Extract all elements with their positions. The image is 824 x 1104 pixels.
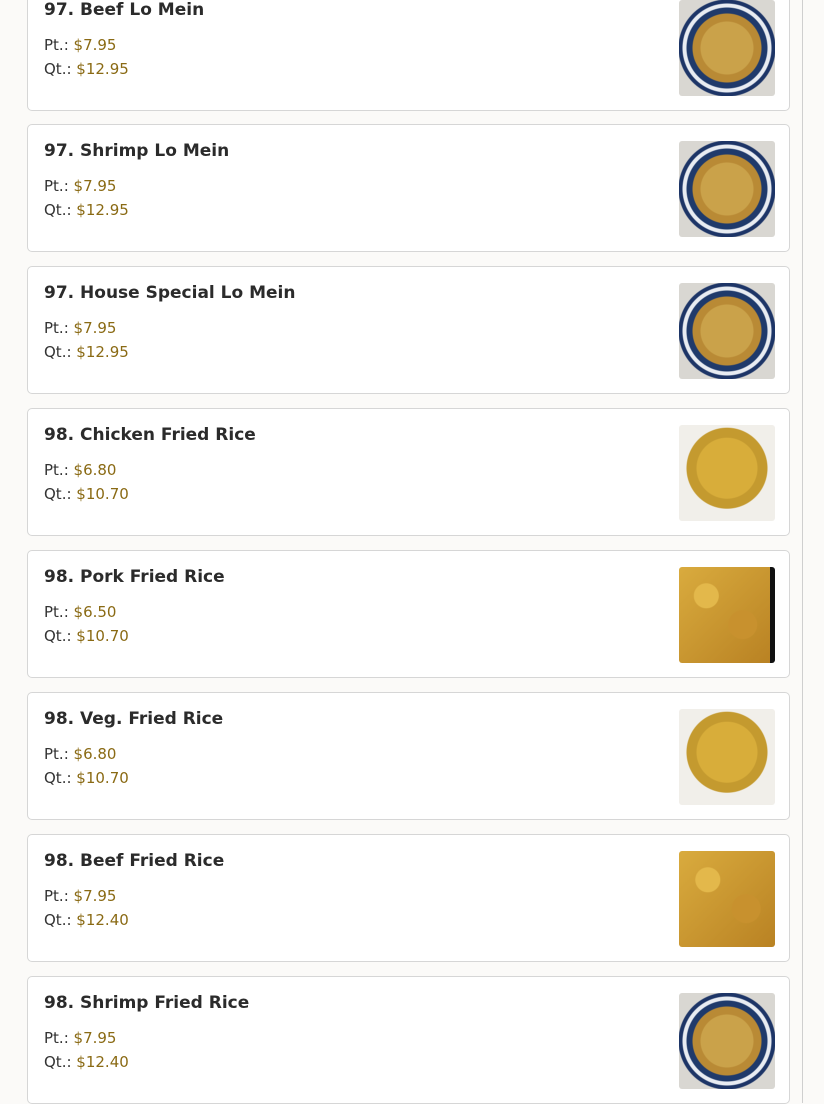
menu-item-photo[interactable] [679,567,775,663]
menu-item-card[interactable] [27,266,790,394]
quart-price: Qt.: $10.70 [44,627,129,645]
quart-price: Qt.: $10.70 [44,485,129,503]
menu-item-card[interactable] [27,550,790,678]
pint-price: Pt.: $7.95 [44,887,117,905]
menu-item-photo[interactable] [679,141,775,237]
menu-item-card[interactable] [27,692,790,820]
quart-price: Qt.: $12.40 [44,911,129,929]
menu-item-name: 98. Veg. Fried Rice [44,709,224,729]
quart-price: Qt.: $10.70 [44,769,129,787]
menu-item-name: 98. Chicken Fried Rice [44,425,256,445]
menu-item-name: 97. Shrimp Lo Mein [44,141,230,161]
pint-price: Pt.: $6.50 [44,603,117,621]
menu-item-card[interactable] [27,408,790,536]
menu-item-photo[interactable] [679,425,775,521]
menu-item-photo[interactable] [679,0,775,96]
menu-item-photo[interactable] [679,993,775,1089]
quart-price: Qt.: $12.95 [44,343,129,361]
menu-item-photo[interactable] [679,283,775,379]
pint-price: Pt.: $7.95 [44,177,117,195]
pint-price: Pt.: $6.80 [44,461,117,479]
menu-item-card[interactable] [27,834,790,962]
menu-item-card[interactable] [27,0,790,111]
pint-price: Pt.: $6.80 [44,745,117,763]
quart-price: Qt.: $12.95 [44,201,129,219]
menu-item-name: 97. House Special Lo Mein [44,283,296,303]
pint-price: Pt.: $7.95 [44,319,117,337]
menu-item-card[interactable] [27,124,790,252]
menu-item-name: 97. Beef Lo Mein [44,0,205,20]
menu-item-name: 98. Pork Fried Rice [44,567,225,587]
quart-price: Qt.: $12.40 [44,1053,129,1071]
quart-price: Qt.: $12.95 [44,60,129,78]
pint-price: Pt.: $7.95 [44,36,117,54]
menu-item-photo[interactable] [679,709,775,805]
scrollbar-track[interactable] [802,0,803,1103]
menu-item-name: 98. Beef Fried Rice [44,851,225,871]
menu-item-name: 98. Shrimp Fried Rice [44,993,250,1013]
pint-price: Pt.: $7.95 [44,1029,117,1047]
menu-item-photo[interactable] [679,851,775,947]
menu-item-card[interactable] [27,976,790,1104]
